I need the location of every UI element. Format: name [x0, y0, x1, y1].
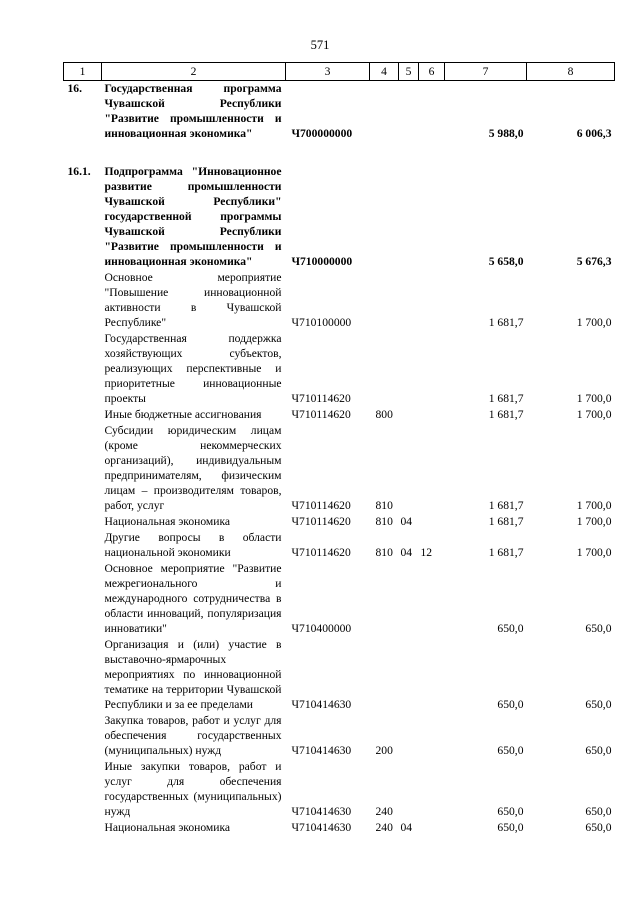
table-row: [64, 81, 615, 143]
amount-year-1: 650,0: [497, 698, 524, 711]
target-article-code: Ч710414630: [291, 744, 352, 757]
section-code: [399, 81, 419, 143]
expense-type-code: 240: [375, 805, 393, 818]
amount-year-2: 650,0: [585, 698, 612, 711]
amount-year-1: 5 988,0: [488, 127, 524, 140]
subsection-code: [419, 81, 445, 143]
row-name: Закупка товаров, работ и услуг для обеспечения государственных (муниципальных) нужд: [104, 714, 282, 757]
section-code: 04: [400, 821, 413, 834]
target-article-code: Ч710114620: [291, 499, 351, 512]
row-number: 16.: [67, 82, 82, 95]
section-code: [399, 407, 419, 423]
subsection-code: [419, 407, 445, 423]
column-number: 2: [102, 63, 286, 81]
amount-year-1: 1 681,7: [488, 392, 524, 405]
column-number: 6: [419, 63, 445, 81]
column-number-row: [64, 63, 615, 81]
column-number: 5: [399, 63, 419, 81]
subsection-code: [419, 514, 445, 530]
subsection-code: 12: [420, 546, 433, 559]
subsection-code: [419, 637, 445, 713]
expense-type-code: 240: [375, 821, 393, 834]
table-row: [64, 759, 615, 820]
target-article-code: Ч710114620: [291, 515, 351, 528]
page-number: 571: [310, 38, 330, 52]
table-row: [64, 331, 615, 407]
table-row: [64, 407, 615, 423]
expense-type-code: 200: [375, 744, 393, 757]
subsection-code: [419, 759, 445, 820]
amount-year-2: 1 700,0: [576, 515, 612, 528]
amount-year-2: 650,0: [585, 821, 612, 834]
table-row: [64, 561, 615, 637]
row-number: [64, 407, 102, 423]
amount-year-1: 1 681,7: [488, 408, 524, 421]
subsection-code: [419, 270, 445, 331]
row-number: [64, 530, 102, 561]
row-number: [64, 514, 102, 530]
row-number: [64, 713, 102, 759]
row-name: Основное мероприятие "Развитие межрегионального и международного сотрудничества в области инноваций, популяризация инноватики": [104, 562, 282, 635]
amount-year-1: 1 681,7: [488, 499, 524, 512]
row-name: Иные бюджетные ассигнования: [104, 408, 262, 421]
expense-type-code: 800: [375, 408, 393, 421]
table-row: [64, 164, 615, 270]
subsection-code: [419, 331, 445, 407]
expense-type-code: [370, 81, 399, 143]
row-number: [64, 561, 102, 637]
amount-year-1: 650,0: [497, 744, 524, 757]
row-name: Иные закупки товаров, работ и услуг для обеспечения государственных (муниципальных) нужд: [104, 760, 282, 818]
amount-year-1: 1 681,7: [488, 515, 524, 528]
target-article-code: Ч710414630: [291, 821, 352, 834]
expense-type-code: [370, 561, 399, 637]
row-number: [64, 820, 102, 836]
expense-type-code: 810: [375, 515, 393, 528]
section-code: 04: [400, 546, 413, 559]
target-article-code: Ч710414630: [291, 805, 352, 818]
amount-year-2: 1 700,0: [576, 316, 612, 329]
table-row: [64, 270, 615, 331]
row-name: Государственная поддержка хозяйствующих субъектов, реализующих перспективные и приоритетные инновационные проекты: [104, 332, 282, 405]
amount-year-2: 1 700,0: [576, 546, 612, 559]
subsection-code: [419, 561, 445, 637]
section-code: [399, 164, 419, 270]
table-row: [64, 530, 615, 561]
amount-year-1: 650,0: [497, 805, 524, 818]
row-number: [64, 637, 102, 713]
row-name: Национальная экономика: [104, 821, 231, 834]
subsection-code: [419, 820, 445, 836]
table-row: [64, 514, 615, 530]
amount-year-2: 650,0: [585, 622, 612, 635]
row-number: [64, 759, 102, 820]
column-number: 8: [527, 63, 615, 81]
column-number: 4: [370, 63, 399, 81]
section-code: [399, 561, 419, 637]
section-code: [399, 637, 419, 713]
row-spacer: [64, 142, 615, 164]
column-number: 7: [445, 63, 527, 81]
target-article-code: Ч710114620: [291, 408, 351, 421]
table-row: [64, 820, 615, 836]
row-number: [64, 331, 102, 407]
row-number: 16.1.: [67, 165, 91, 178]
amount-year-2: 650,0: [585, 744, 612, 757]
expense-type-code: [370, 331, 399, 407]
expense-type-code: [370, 270, 399, 331]
amount-year-1: 1 681,7: [488, 316, 524, 329]
target-article-code: Ч710414630: [291, 698, 352, 711]
expense-type-code: 810: [375, 499, 393, 512]
amount-year-2: 5 676,3: [576, 255, 612, 268]
amount-year-2: 1 700,0: [576, 408, 612, 421]
amount-year-1: 1 681,7: [488, 546, 524, 559]
expense-type-code: 810: [375, 546, 393, 559]
row-name: Национальная экономика: [104, 515, 231, 528]
row-number: [64, 423, 102, 514]
target-article-code: Ч700000000: [291, 127, 353, 140]
target-article-code: Ч710000000: [291, 255, 353, 268]
section-code: [399, 713, 419, 759]
amount-year-2: 6 006,3: [576, 127, 612, 140]
row-name: Субсидии юридическим лицам (кроме некоммерческих организаций), индивидуальным предпринимателям, физическим лицам – производителям товаров, работ, услуг: [104, 424, 282, 512]
subsection-code: [419, 423, 445, 514]
row-name: Другие вопросы в области национальной экономики: [104, 531, 282, 559]
target-article-code: Ч710100000: [291, 316, 352, 329]
table-row: [64, 637, 615, 713]
section-code: 04: [400, 515, 413, 528]
row-number: [64, 270, 102, 331]
row-name: Государственная программа Чувашской Республики "Развитие промышленности и инновационная экономика": [104, 82, 282, 140]
amount-year-2: 1 700,0: [576, 392, 612, 405]
amount-year-2: 1 700,0: [576, 499, 612, 512]
section-code: [399, 331, 419, 407]
budget-table: [63, 62, 615, 836]
row-name: Подпрограмма "Инновационное развитие промышленности Чувашской Республики" государственной программы Чувашской Республики "Развитие промышленности и инновационная экономика": [104, 165, 282, 268]
row-name: Организация и (или) участие в выставочно-ярмарочных мероприятиях по инновационной тематике на территории Чувашской Республики и за ее пределами: [104, 638, 282, 711]
target-article-code: Ч710114620: [291, 392, 351, 405]
table-row: [64, 423, 615, 514]
row-name: Основное мероприятие "Повышение инновационной активности в Чувашской Республике": [104, 271, 282, 329]
amount-year-1: 650,0: [497, 821, 524, 834]
section-code: [399, 270, 419, 331]
expense-type-code: [370, 164, 399, 270]
amount-year-1: 650,0: [497, 622, 524, 635]
subsection-code: [419, 164, 445, 270]
column-number: 1: [64, 63, 102, 81]
target-article-code: Ч710114620: [291, 546, 351, 559]
amount-year-1: 5 658,0: [488, 255, 524, 268]
target-article-code: Ч710400000: [291, 622, 352, 635]
subsection-code: [419, 713, 445, 759]
section-code: [399, 759, 419, 820]
table-row: [64, 713, 615, 759]
expense-type-code: [370, 637, 399, 713]
column-number: 3: [286, 63, 370, 81]
section-code: [399, 423, 419, 514]
amount-year-2: 650,0: [585, 805, 612, 818]
